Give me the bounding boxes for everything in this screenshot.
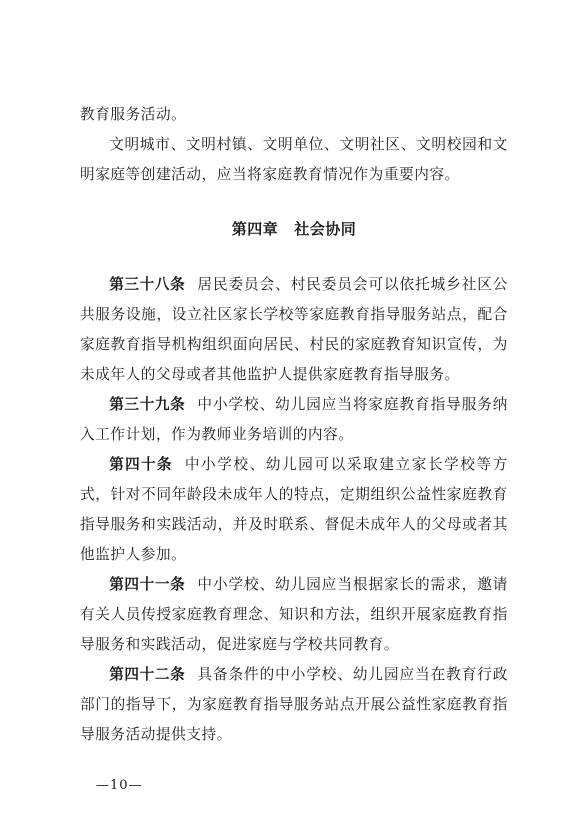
- article-label: 第四十一条: [109, 576, 186, 593]
- chapter-heading: [80, 214, 508, 244]
- chapter-title: 社会协同: [294, 220, 357, 238]
- article-42: [80, 660, 508, 750]
- article-text: 中小学校、幼儿园应当根据家长的需求，邀请有关人员传授家庭教育理念、知识和方法，组织开展家庭教育指导服务和实践活动，促进家庭与学校共同教育。: [80, 576, 508, 653]
- chapter-number: 第四章: [231, 220, 279, 238]
- article-label: 第四十二条: [109, 666, 186, 683]
- article-label: 第三十九条: [109, 396, 186, 413]
- article-text: 具备条件的中小学校、幼儿园应当在教育行政部门的指导下，为家庭教育指导服务站点开展公益性家庭教育指导服务活动提供支持。: [80, 666, 508, 743]
- top-section: [80, 100, 508, 190]
- page-number: —10—: [96, 778, 143, 793]
- articles-section: [80, 270, 508, 750]
- article-label: 第三十八条: [109, 276, 186, 293]
- article-38: [80, 270, 508, 390]
- article-41: [80, 570, 508, 660]
- article-text: 中小学校、幼儿园应当将家庭教育指导服务纳入工作计划，作为教师业务培训的内容。: [80, 396, 508, 443]
- article-text: 中小学校、幼儿园可以采取建立家长学校等方式，针对不同年龄段未成年人的特点，定期组织公益性家庭教育指导服务和实践活动，并及时联系、督促未成年人的父母或者其他监护人参加。: [80, 456, 508, 563]
- article-text: 居民委员会、村民委员会可以依托城乡社区公共服务设施，设立社区家长学校等家庭教育指导服务站点，配合家庭教育指导机构组织面向居民、村民的家庭教育知识宣传，为未成年人的父母或者其他监护人提供家庭教育指导服务。: [80, 276, 508, 383]
- article-40: [80, 450, 508, 570]
- article-39: [80, 390, 508, 450]
- continuation-text: 教育服务活动。: [80, 106, 187, 123]
- article-label: 第四十条: [109, 456, 173, 473]
- civilization-paragraph: 文明城市、文明村镇、文明单位、文明社区、文明校园和文明家庭等创建活动，应当将家庭教育情况作为重要内容。: [80, 136, 508, 183]
